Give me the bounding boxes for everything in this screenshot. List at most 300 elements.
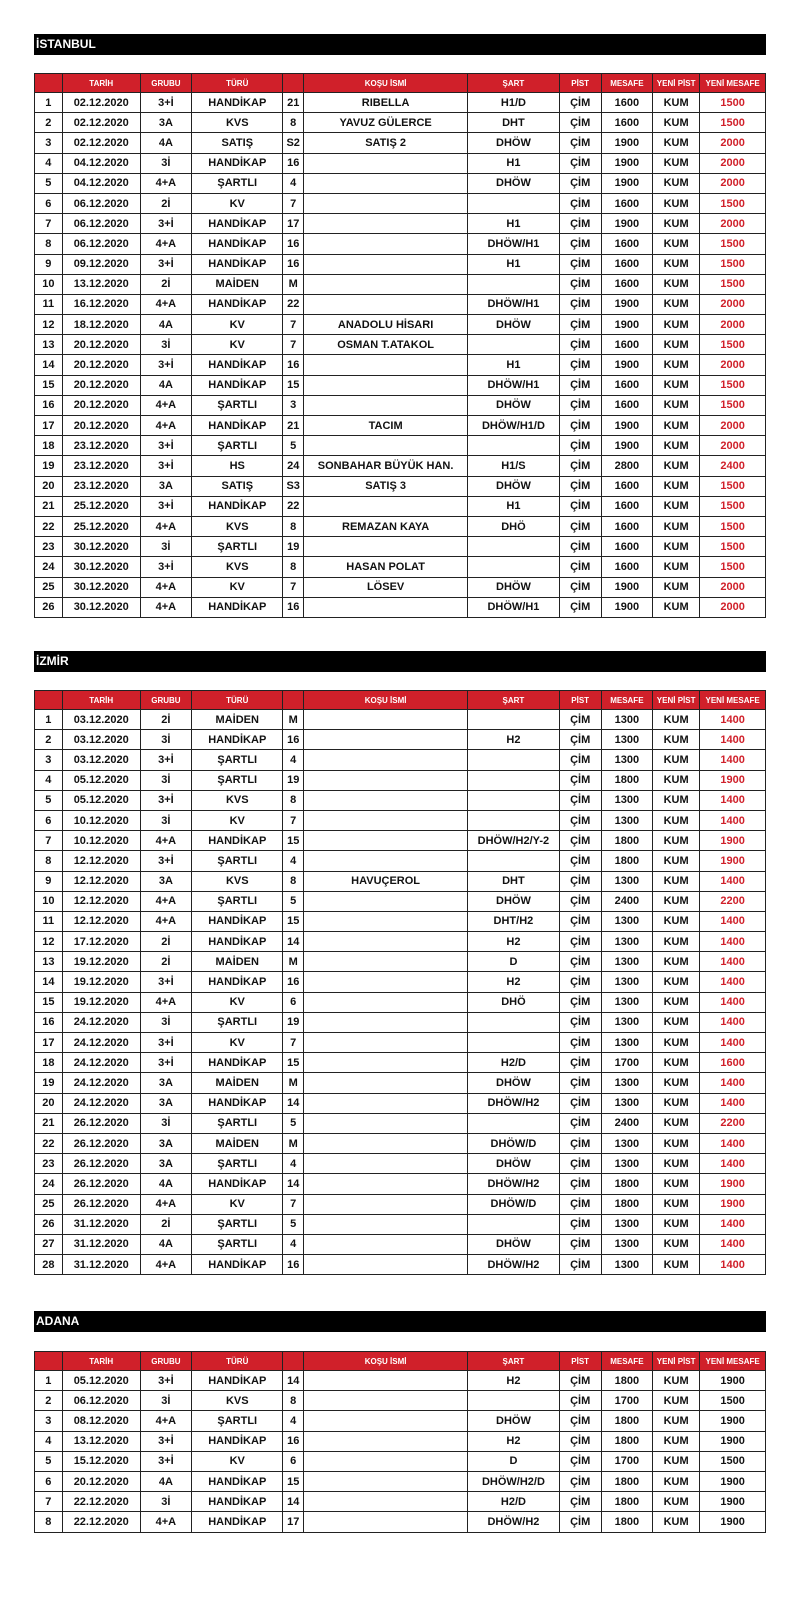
header-condition: ŞART bbox=[468, 691, 559, 710]
cell-race-type: ŞARTLI bbox=[192, 1214, 283, 1234]
cell-new-track: KUM bbox=[653, 1451, 700, 1471]
cell-race-code: 3 bbox=[283, 395, 304, 415]
cell-group: 4+A bbox=[140, 395, 191, 415]
cell-date: 06.12.2020 bbox=[62, 193, 140, 213]
cell-distance: 1800 bbox=[601, 1492, 652, 1512]
cell-race-type: HANDİKAP bbox=[192, 375, 283, 395]
cell-race-name: HASAN POLAT bbox=[303, 557, 467, 577]
header-row-number bbox=[35, 74, 63, 93]
section-adana bbox=[34, 1311, 766, 1528]
cell-new-track: KUM bbox=[653, 952, 700, 972]
cell-race-code: 8 bbox=[283, 1391, 304, 1411]
cell-distance: 1700 bbox=[601, 1451, 652, 1471]
cell-row-number: 14 bbox=[35, 972, 63, 992]
header-group: GRUBU bbox=[140, 691, 191, 710]
cell-distance: 2400 bbox=[601, 891, 652, 911]
cell-date: 26.12.2020 bbox=[62, 1174, 140, 1194]
cell-new-distance: 1500 bbox=[700, 375, 766, 395]
cell-condition: H1 bbox=[468, 254, 559, 274]
table-row bbox=[35, 1093, 766, 1113]
cell-distance: 1300 bbox=[601, 710, 652, 730]
cell-date: 31.12.2020 bbox=[62, 1255, 140, 1275]
cell-track: ÇİM bbox=[559, 750, 601, 770]
cell-race-name bbox=[303, 294, 467, 314]
cell-row-number: 19 bbox=[35, 456, 63, 476]
cell-group: 3İ bbox=[140, 1012, 191, 1032]
cell-race-name bbox=[303, 1053, 467, 1073]
cell-race-name bbox=[303, 597, 467, 617]
cell-race-code: M bbox=[283, 1133, 304, 1153]
cell-race-code: M bbox=[283, 274, 304, 294]
cell-race-name bbox=[303, 193, 467, 213]
cell-row-number: 26 bbox=[35, 1214, 63, 1234]
cell-distance: 1300 bbox=[601, 790, 652, 810]
cell-group: 3İ bbox=[140, 810, 191, 830]
cell-group: 4+A bbox=[140, 577, 191, 597]
cell-race-code: 19 bbox=[283, 770, 304, 790]
cell-condition bbox=[468, 710, 559, 730]
table-row bbox=[35, 1214, 766, 1234]
cell-race-type: KV bbox=[192, 193, 283, 213]
cell-new-track: KUM bbox=[653, 335, 700, 355]
cell-new-track: KUM bbox=[653, 831, 700, 851]
table-row bbox=[35, 932, 766, 952]
cell-condition: DHÖ bbox=[468, 992, 559, 1012]
cell-row-number: 4 bbox=[35, 153, 63, 173]
cell-race-code: 7 bbox=[283, 577, 304, 597]
cell-track: ÇİM bbox=[559, 851, 601, 871]
cell-new-track: KUM bbox=[653, 1391, 700, 1411]
cell-date: 26.12.2020 bbox=[62, 1133, 140, 1153]
cell-condition: DHÖW bbox=[468, 395, 559, 415]
table-row bbox=[35, 790, 766, 810]
cell-row-number: 3 bbox=[35, 133, 63, 153]
cell-race-code: 7 bbox=[283, 1194, 304, 1214]
cell-new-track: KUM bbox=[653, 496, 700, 516]
cell-condition bbox=[468, 750, 559, 770]
header-race-type: TÜRÜ bbox=[192, 691, 283, 710]
cell-group: 3+İ bbox=[140, 93, 191, 113]
table-row bbox=[35, 851, 766, 871]
table-row bbox=[35, 254, 766, 274]
cell-race-code: 4 bbox=[283, 1154, 304, 1174]
cell-race-code: 21 bbox=[283, 93, 304, 113]
cell-race-name bbox=[303, 375, 467, 395]
cell-new-track: KUM bbox=[653, 1133, 700, 1153]
cell-new-track: KUM bbox=[653, 1174, 700, 1194]
cell-group: 4A bbox=[140, 1234, 191, 1254]
cell-group: 3+İ bbox=[140, 972, 191, 992]
cell-row-number: 26 bbox=[35, 597, 63, 617]
cell-race-name bbox=[303, 153, 467, 173]
cell-condition: DHÖW/H2 bbox=[468, 1174, 559, 1194]
cell-race-code: 16 bbox=[283, 254, 304, 274]
cell-group: 4A bbox=[140, 315, 191, 335]
cell-race-code: 8 bbox=[283, 557, 304, 577]
cell-race-code: 8 bbox=[283, 790, 304, 810]
cell-distance: 2400 bbox=[601, 1113, 652, 1133]
table-row bbox=[35, 496, 766, 516]
cell-track: ÇİM bbox=[559, 1492, 601, 1512]
cell-condition bbox=[468, 810, 559, 830]
cell-race-name bbox=[303, 810, 467, 830]
cell-row-number: 6 bbox=[35, 810, 63, 830]
cell-condition: H2 bbox=[468, 932, 559, 952]
cell-condition: DHÖW bbox=[468, 891, 559, 911]
cell-distance: 1800 bbox=[601, 851, 652, 871]
cell-row-number: 17 bbox=[35, 416, 63, 436]
cell-row-number: 14 bbox=[35, 355, 63, 375]
cell-row-number: 7 bbox=[35, 831, 63, 851]
cell-row-number: 12 bbox=[35, 315, 63, 335]
cell-track: ÇİM bbox=[559, 911, 601, 931]
cell-race-name: YAVUZ GÜLERCE bbox=[303, 113, 467, 133]
cell-new-track: KUM bbox=[653, 710, 700, 730]
cell-row-number: 20 bbox=[35, 476, 63, 496]
cell-group: 3+İ bbox=[140, 1431, 191, 1451]
cell-group: 4+A bbox=[140, 516, 191, 536]
cell-date: 26.12.2020 bbox=[62, 1154, 140, 1174]
cell-new-distance: 1500 bbox=[700, 113, 766, 133]
cell-race-code: 5 bbox=[283, 1113, 304, 1133]
header-distance: MESAFE bbox=[601, 74, 652, 93]
cell-new-track: KUM bbox=[653, 1073, 700, 1093]
cell-race-type: KVS bbox=[192, 790, 283, 810]
cell-distance: 1600 bbox=[601, 93, 652, 113]
cell-group: 3A bbox=[140, 476, 191, 496]
cell-condition: DHÖW bbox=[468, 173, 559, 193]
cell-condition: H1 bbox=[468, 153, 559, 173]
cell-race-code: M bbox=[283, 710, 304, 730]
cell-race-name bbox=[303, 1214, 467, 1234]
cell-condition: H1 bbox=[468, 355, 559, 375]
cell-condition: DHÖW bbox=[468, 133, 559, 153]
cell-race-code: 7 bbox=[283, 1033, 304, 1053]
cell-race-type: KV bbox=[192, 1194, 283, 1214]
cell-track: ÇİM bbox=[559, 1053, 601, 1073]
cell-race-name bbox=[303, 831, 467, 851]
cell-new-distance: 2000 bbox=[700, 355, 766, 375]
cell-row-number: 20 bbox=[35, 1093, 63, 1113]
cell-race-code: 8 bbox=[283, 113, 304, 133]
cell-race-type: MAİDEN bbox=[192, 274, 283, 294]
cell-date: 19.12.2020 bbox=[62, 952, 140, 972]
cell-new-distance: 1400 bbox=[700, 871, 766, 891]
cell-new-track: KUM bbox=[653, 93, 700, 113]
cell-new-distance: 1400 bbox=[700, 1255, 766, 1275]
cell-new-distance: 1500 bbox=[700, 496, 766, 516]
cell-new-track: KUM bbox=[653, 911, 700, 931]
cell-race-code: 16 bbox=[283, 972, 304, 992]
cell-race-type: KV bbox=[192, 992, 283, 1012]
cell-group: 3A bbox=[140, 1133, 191, 1153]
table-row bbox=[35, 952, 766, 972]
header-race-name: KOŞU İSMİ bbox=[303, 691, 467, 710]
cell-race-code: 7 bbox=[283, 193, 304, 213]
cell-race-name: HAVUÇEROL bbox=[303, 871, 467, 891]
cell-condition: DHÖW bbox=[468, 577, 559, 597]
header-row-number bbox=[35, 691, 63, 710]
cell-race-type: HANDİKAP bbox=[192, 153, 283, 173]
cell-group: 4+A bbox=[140, 294, 191, 314]
cell-condition bbox=[468, 436, 559, 456]
cell-race-code: 19 bbox=[283, 537, 304, 557]
cell-distance: 1700 bbox=[601, 1053, 652, 1073]
table-row bbox=[35, 335, 766, 355]
cell-row-number: 17 bbox=[35, 1033, 63, 1053]
cell-distance: 1800 bbox=[601, 1371, 652, 1391]
cell-distance: 1600 bbox=[601, 537, 652, 557]
table-row bbox=[35, 395, 766, 415]
cell-new-distance: 1400 bbox=[700, 972, 766, 992]
cell-row-number: 9 bbox=[35, 871, 63, 891]
cell-group: 2İ bbox=[140, 274, 191, 294]
cell-race-code: S2 bbox=[283, 133, 304, 153]
cell-race-type: ŞARTLI bbox=[192, 1234, 283, 1254]
cell-new-track: KUM bbox=[653, 992, 700, 1012]
cell-new-track: KUM bbox=[653, 456, 700, 476]
cell-condition: H2 bbox=[468, 972, 559, 992]
cell-condition bbox=[468, 335, 559, 355]
cell-track: ÇİM bbox=[559, 710, 601, 730]
cell-race-name bbox=[303, 972, 467, 992]
cell-group: 3İ bbox=[140, 537, 191, 557]
cell-race-code: 7 bbox=[283, 335, 304, 355]
cell-distance: 1600 bbox=[601, 496, 652, 516]
cell-track: ÇİM bbox=[559, 234, 601, 254]
cell-row-number: 12 bbox=[35, 932, 63, 952]
cell-track: ÇİM bbox=[559, 133, 601, 153]
table-row bbox=[35, 831, 766, 851]
cell-condition: H1 bbox=[468, 214, 559, 234]
cell-race-type: HANDİKAP bbox=[192, 1093, 283, 1113]
cell-new-track: KUM bbox=[653, 597, 700, 617]
cell-group: 3+İ bbox=[140, 1371, 191, 1391]
cell-distance: 2800 bbox=[601, 456, 652, 476]
cell-race-name bbox=[303, 1431, 467, 1451]
table-row bbox=[35, 375, 766, 395]
cell-new-distance: 1500 bbox=[700, 1451, 766, 1471]
cell-new-distance: 1400 bbox=[700, 1154, 766, 1174]
cell-race-name: RIBELLA bbox=[303, 93, 467, 113]
table-row bbox=[35, 133, 766, 153]
cell-race-code: 16 bbox=[283, 1255, 304, 1275]
cell-race-name: SONBAHAR BÜYÜK HAN. bbox=[303, 456, 467, 476]
cell-new-distance: 2000 bbox=[700, 416, 766, 436]
cell-track: ÇİM bbox=[559, 1471, 601, 1491]
cell-race-code: 14 bbox=[283, 1371, 304, 1391]
header-group: GRUBU bbox=[140, 74, 191, 93]
cell-race-name bbox=[303, 1451, 467, 1471]
table-row bbox=[35, 597, 766, 617]
cell-race-type: ŞARTLI bbox=[192, 1113, 283, 1133]
cell-group: 3A bbox=[140, 1093, 191, 1113]
cell-condition: DHÖW/D bbox=[468, 1194, 559, 1214]
table-row bbox=[35, 1154, 766, 1174]
cell-track: ÇİM bbox=[559, 274, 601, 294]
cell-race-name bbox=[303, 1133, 467, 1153]
cell-race-code: 5 bbox=[283, 436, 304, 456]
cell-condition: H2/D bbox=[468, 1492, 559, 1512]
cell-race-type: ŞARTLI bbox=[192, 1154, 283, 1174]
cell-date: 12.12.2020 bbox=[62, 911, 140, 931]
cell-race-code: 5 bbox=[283, 1214, 304, 1234]
cell-date: 20.12.2020 bbox=[62, 375, 140, 395]
cell-condition: DHÖW bbox=[468, 1411, 559, 1431]
cell-distance: 1600 bbox=[601, 113, 652, 133]
table-row bbox=[35, 1391, 766, 1411]
cell-distance: 1900 bbox=[601, 597, 652, 617]
cell-row-number: 1 bbox=[35, 1371, 63, 1391]
cell-date: 15.12.2020 bbox=[62, 1451, 140, 1471]
table-row bbox=[35, 1371, 766, 1391]
cell-race-type: KV bbox=[192, 1033, 283, 1053]
cell-race-name bbox=[303, 770, 467, 790]
cell-distance: 1600 bbox=[601, 395, 652, 415]
cell-new-track: KUM bbox=[653, 1512, 700, 1532]
cell-new-track: KUM bbox=[653, 891, 700, 911]
cell-track: ÇİM bbox=[559, 113, 601, 133]
cell-track: ÇİM bbox=[559, 476, 601, 496]
table-row bbox=[35, 1053, 766, 1073]
cell-new-track: KUM bbox=[653, 557, 700, 577]
table-row bbox=[35, 1174, 766, 1194]
cell-condition: H2 bbox=[468, 1431, 559, 1451]
cell-distance: 1300 bbox=[601, 1012, 652, 1032]
cell-track: ÇİM bbox=[559, 1012, 601, 1032]
header-race-code bbox=[283, 691, 304, 710]
cell-race-type: SATIŞ bbox=[192, 133, 283, 153]
cell-race-code: 4 bbox=[283, 1411, 304, 1431]
cell-group: 4+A bbox=[140, 173, 191, 193]
cell-row-number: 23 bbox=[35, 537, 63, 557]
cell-new-distance: 1400 bbox=[700, 750, 766, 770]
cell-group: 2İ bbox=[140, 193, 191, 213]
cell-group: 4A bbox=[140, 133, 191, 153]
cell-group: 4+A bbox=[140, 234, 191, 254]
header-race-type: TÜRÜ bbox=[192, 74, 283, 93]
cell-condition: DHÖW/H2 bbox=[468, 1255, 559, 1275]
cell-distance: 1300 bbox=[601, 1033, 652, 1053]
cell-track: ÇİM bbox=[559, 810, 601, 830]
cell-race-code: 8 bbox=[283, 516, 304, 536]
cell-race-type: HANDİKAP bbox=[192, 597, 283, 617]
cell-race-name bbox=[303, 992, 467, 1012]
cell-new-track: KUM bbox=[653, 1371, 700, 1391]
cell-date: 10.12.2020 bbox=[62, 810, 140, 830]
cell-new-track: KUM bbox=[653, 294, 700, 314]
cell-condition bbox=[468, 557, 559, 577]
cell-date: 23.12.2020 bbox=[62, 476, 140, 496]
cell-race-name bbox=[303, 710, 467, 730]
cell-distance: 1900 bbox=[601, 173, 652, 193]
header-track: PİST bbox=[559, 74, 601, 93]
cell-track: ÇİM bbox=[559, 173, 601, 193]
cell-new-distance: 1400 bbox=[700, 710, 766, 730]
cell-row-number: 15 bbox=[35, 992, 63, 1012]
cell-race-type: HANDİKAP bbox=[192, 1512, 283, 1532]
cell-group: 4+A bbox=[140, 1512, 191, 1532]
cell-race-name bbox=[303, 1194, 467, 1214]
cell-new-distance: 2000 bbox=[700, 315, 766, 335]
cell-new-track: KUM bbox=[653, 577, 700, 597]
header-date: TARİH bbox=[62, 74, 140, 93]
cell-new-distance: 1500 bbox=[700, 93, 766, 113]
header-new-distance: YENİ MESAFE bbox=[700, 691, 766, 710]
cell-row-number: 5 bbox=[35, 1451, 63, 1471]
cell-track: ÇİM bbox=[559, 254, 601, 274]
cell-new-track: KUM bbox=[653, 254, 700, 274]
cell-new-distance: 2000 bbox=[700, 133, 766, 153]
cell-distance: 1800 bbox=[601, 1431, 652, 1451]
header-new-track: YENİ PİST bbox=[653, 1352, 700, 1371]
cell-track: ÇİM bbox=[559, 1033, 601, 1053]
table-row bbox=[35, 1471, 766, 1491]
cell-race-code: 15 bbox=[283, 375, 304, 395]
cell-race-type: HANDİKAP bbox=[192, 214, 283, 234]
header-condition: ŞART bbox=[468, 74, 559, 93]
cell-race-name bbox=[303, 1174, 467, 1194]
cell-new-track: KUM bbox=[653, 173, 700, 193]
cell-condition: DHÖW/D bbox=[468, 1133, 559, 1153]
cell-condition: DHÖW bbox=[468, 476, 559, 496]
cell-new-distance: 1500 bbox=[700, 234, 766, 254]
cell-track: ÇİM bbox=[559, 1214, 601, 1234]
cell-date: 31.12.2020 bbox=[62, 1214, 140, 1234]
cell-new-track: KUM bbox=[653, 355, 700, 375]
cell-race-name bbox=[303, 911, 467, 931]
table-row bbox=[35, 1133, 766, 1153]
cell-condition bbox=[468, 193, 559, 213]
cell-group: 4A bbox=[140, 1174, 191, 1194]
cell-new-track: KUM bbox=[653, 790, 700, 810]
cell-new-distance: 1400 bbox=[700, 1234, 766, 1254]
cell-new-distance: 1500 bbox=[700, 395, 766, 415]
cell-row-number: 8 bbox=[35, 234, 63, 254]
cell-distance: 1600 bbox=[601, 234, 652, 254]
cell-track: ÇİM bbox=[559, 1371, 601, 1391]
section-izmir bbox=[34, 651, 766, 1271]
cell-new-track: KUM bbox=[653, 1093, 700, 1113]
cell-group: 3+İ bbox=[140, 436, 191, 456]
cell-new-distance: 1500 bbox=[700, 193, 766, 213]
cell-new-track: KUM bbox=[653, 1255, 700, 1275]
cell-race-name bbox=[303, 750, 467, 770]
cell-date: 06.12.2020 bbox=[62, 1391, 140, 1411]
cell-group: 4+A bbox=[140, 891, 191, 911]
cell-new-distance: 1500 bbox=[700, 537, 766, 557]
cell-row-number: 21 bbox=[35, 496, 63, 516]
cell-race-type: ŞARTLI bbox=[192, 750, 283, 770]
header-distance: MESAFE bbox=[601, 691, 652, 710]
cell-race-code: 15 bbox=[283, 831, 304, 851]
cell-race-name bbox=[303, 1471, 467, 1491]
cell-group: 2İ bbox=[140, 932, 191, 952]
cell-date: 23.12.2020 bbox=[62, 436, 140, 456]
cell-track: ÇİM bbox=[559, 1194, 601, 1214]
cell-condition: D bbox=[468, 952, 559, 972]
cell-row-number: 2 bbox=[35, 730, 63, 750]
cell-new-distance: 1900 bbox=[700, 1471, 766, 1491]
cell-new-distance: 1900 bbox=[700, 1411, 766, 1431]
cell-new-distance: 1900 bbox=[700, 1194, 766, 1214]
cell-condition: DHÖW/H2/D bbox=[468, 1471, 559, 1491]
cell-date: 31.12.2020 bbox=[62, 1234, 140, 1254]
cell-condition bbox=[468, 790, 559, 810]
cell-distance: 1300 bbox=[601, 1133, 652, 1153]
cell-date: 02.12.2020 bbox=[62, 93, 140, 113]
cell-track: ÇİM bbox=[559, 1073, 601, 1093]
